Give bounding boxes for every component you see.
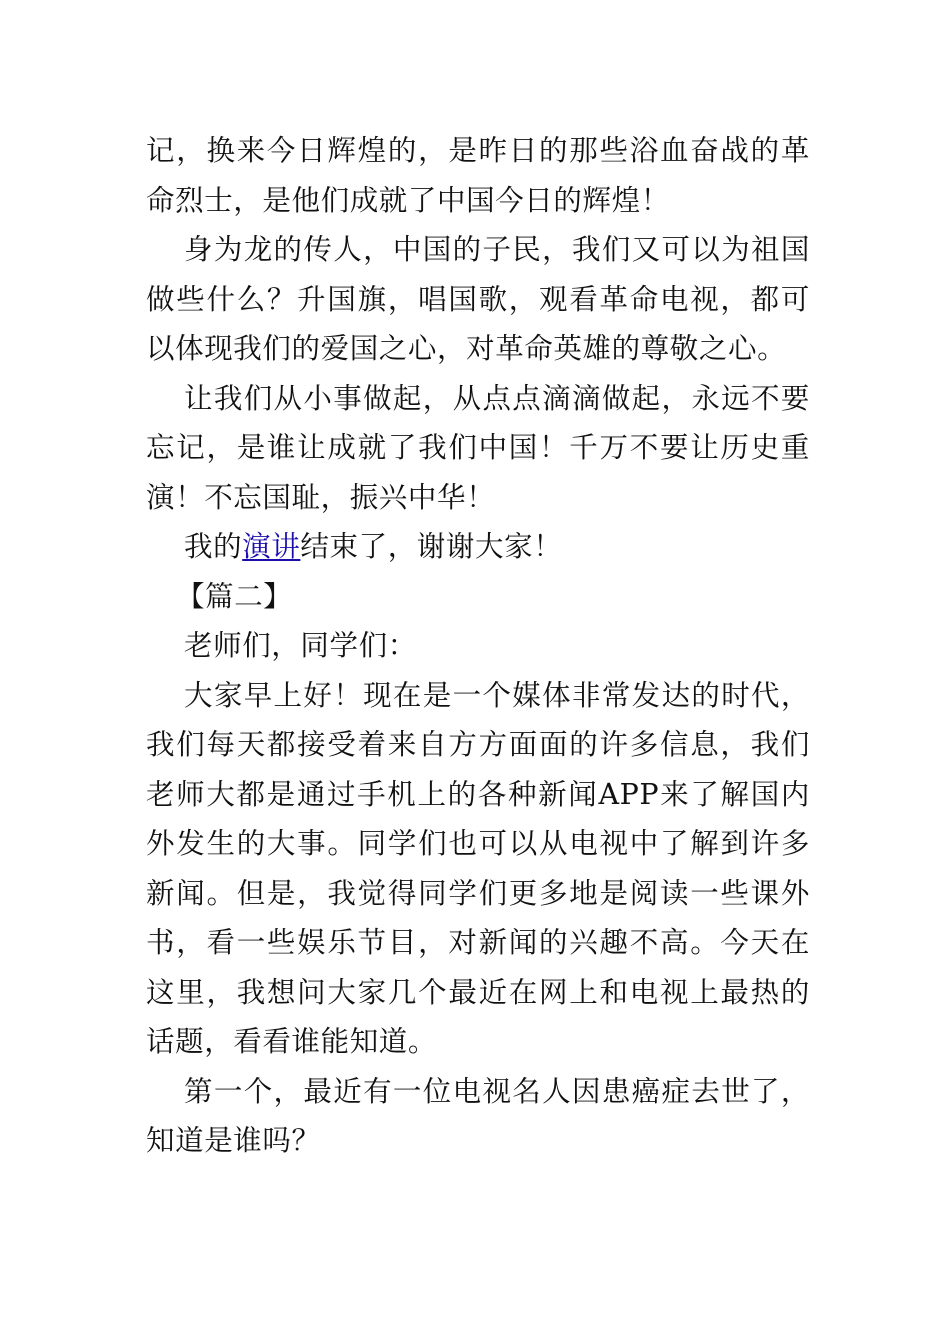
closing-text-before: 我的 <box>184 530 243 563</box>
paragraph-continuation: 记，换来今日辉煌的，是昨日的那些浴血奋战的革命烈士，是他们成就了中国今日的辉煌！ <box>146 134 810 217</box>
paragraph-patriotism: 身为龙的传人，中国的子民，我们又可以为祖国做些什么？升国旗，唱国歌，观看革命电视，都可以体现我们的爱国之心，对革命英雄的尊敬之心。 <box>146 233 810 365</box>
paragraph-call-to-action: 让我们从小事做起，从点点滴滴做起，永远不要忘记，是谁让成就了我们中国！千万不要让历史重演！不忘国耻，振兴中华！ <box>146 381 810 514</box>
paragraph-closing <box>146 522 810 572</box>
section-heading: 【篇二】 <box>176 579 293 613</box>
closing-text-after: 结束了，谢谢大家！ <box>300 530 563 563</box>
paragraph-first-question: 第一个，最近有一位电视名人因患癌症去世了，知道是谁吗？ <box>146 1074 810 1157</box>
document-body <box>146 126 810 1166</box>
greeting: 老师们，同学们： <box>184 629 417 662</box>
paragraph-news-intro: 大家早上好！现在是一个媒体非常发达的时代，我们每天都接受着来自方方面面的许多信息，我们老师大都是通过手机上的各种新闻APP来了解国内外发生的大事。同学们也可以从电视中了解到许多新闻。但是，我觉得同学们更多地是阅读一些课外书，看一些娱乐节目，对新闻的兴趣不高。今天在这里，我想问大家几个最近在网上和电视上最热的话题，看看谁能知道。 <box>146 678 810 1058</box>
speech-link[interactable]: 演讲 <box>242 530 301 563</box>
